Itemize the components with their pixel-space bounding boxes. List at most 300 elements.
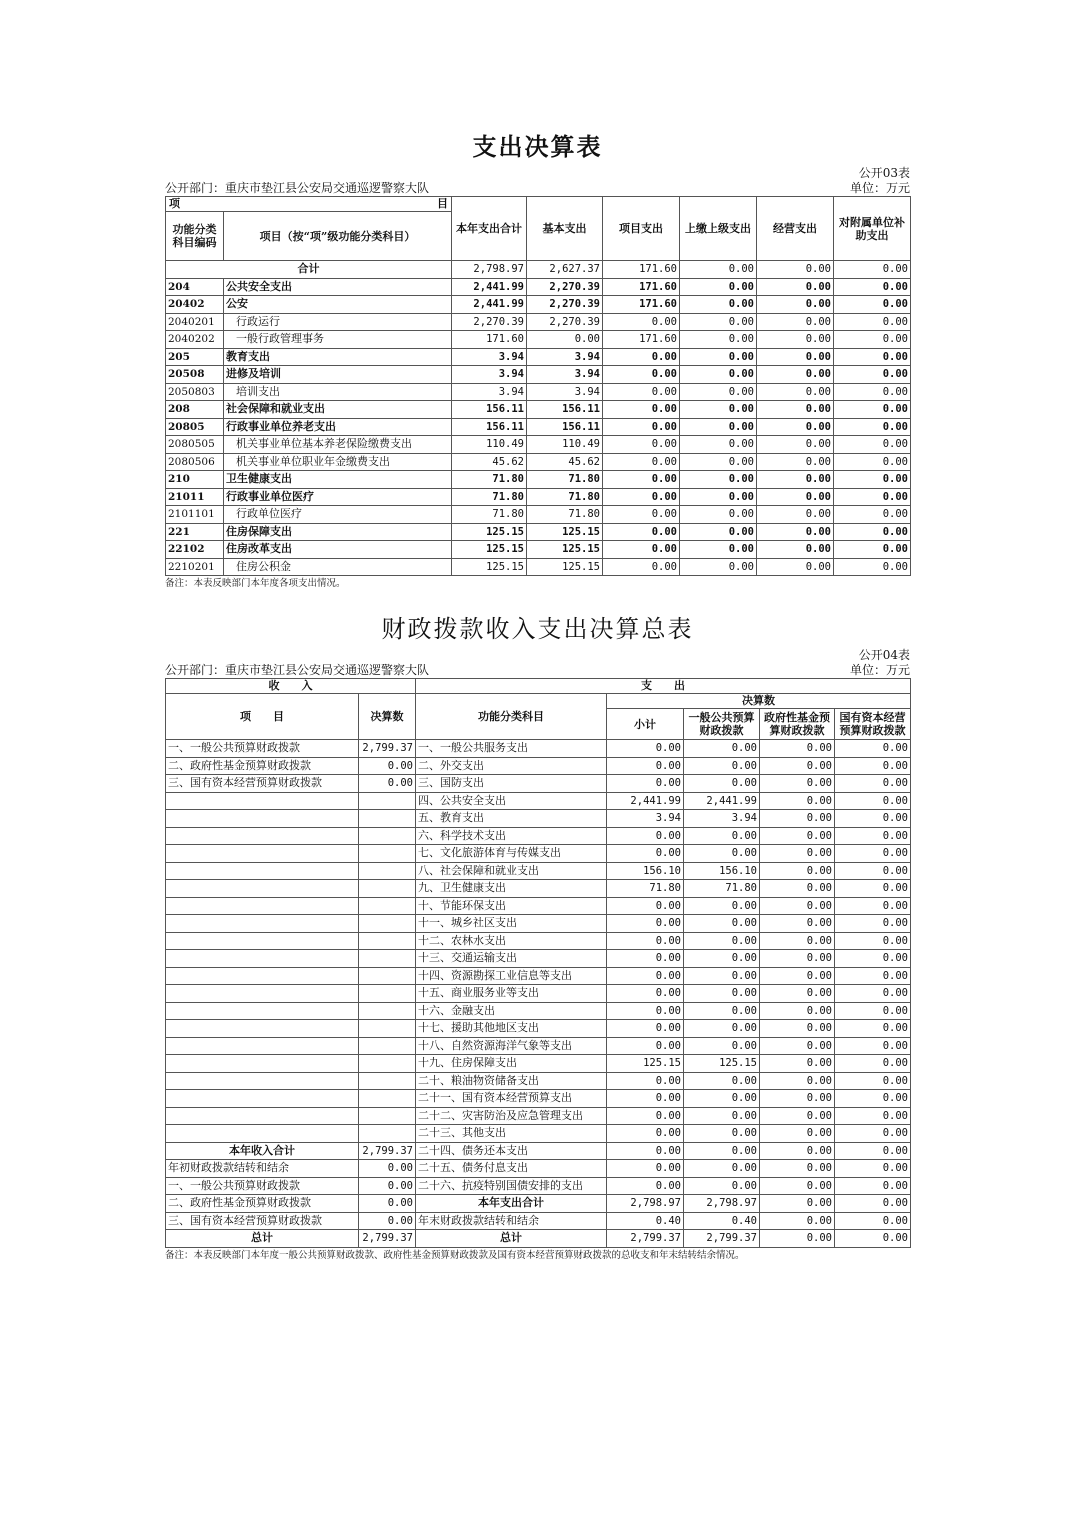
col-header-subsidy: 对附属单位补助支出 bbox=[834, 197, 911, 261]
income-item bbox=[166, 1002, 359, 1020]
income-amount bbox=[359, 1090, 416, 1108]
expense-item: 二十二、灾害防治及应急管理支出 bbox=[416, 1107, 607, 1125]
amount-cell: 0.00 bbox=[680, 296, 757, 314]
amount-cell: 3.94 bbox=[527, 366, 603, 384]
col-header-fund: 政府性基金预算财政拨款 bbox=[760, 709, 835, 740]
expense-item: 二十六、抗疫特别国债安排的支出 bbox=[416, 1177, 607, 1195]
table-row bbox=[166, 775, 911, 793]
item-name: 公安 bbox=[224, 296, 452, 314]
amount-cell: 0.00 bbox=[684, 950, 760, 968]
expense-item: 六、科学技术支出 bbox=[416, 827, 607, 845]
expense-item: 九、卫生健康支出 bbox=[416, 880, 607, 898]
expense-item: 十、节能环保支出 bbox=[416, 897, 607, 915]
amount-cell: 0.00 bbox=[835, 1020, 911, 1038]
amount-cell: 171.60 bbox=[603, 331, 680, 349]
amount-cell: 0.00 bbox=[834, 418, 911, 436]
income-amount bbox=[359, 810, 416, 828]
amount-cell: 3.94 bbox=[452, 366, 527, 384]
item-name: 社会保障和就业支出 bbox=[224, 401, 452, 419]
expense-item: 二十五、债务付息支出 bbox=[416, 1160, 607, 1178]
total-value: 0.00 bbox=[680, 261, 757, 279]
income-amount bbox=[359, 1055, 416, 1073]
total-value: 0.00 bbox=[757, 261, 834, 279]
income-header: 收 入 bbox=[166, 679, 416, 694]
amount-cell: 0.00 bbox=[757, 453, 834, 471]
amount-cell: 0.00 bbox=[835, 845, 911, 863]
total-value: 2,627.37 bbox=[527, 261, 603, 279]
amount-cell: 0.00 bbox=[760, 792, 835, 810]
func-code: 2040202 bbox=[166, 331, 224, 349]
amount-cell: 0.00 bbox=[835, 880, 911, 898]
amount-cell: 0.00 bbox=[607, 932, 684, 950]
amount-cell: 171.60 bbox=[603, 278, 680, 296]
amount-cell: 0.00 bbox=[684, 985, 760, 1003]
income-amount: 0.00 bbox=[359, 1195, 416, 1213]
amount-cell: 0.00 bbox=[527, 331, 603, 349]
income-amount: 0.00 bbox=[359, 757, 416, 775]
amount-cell: 0.00 bbox=[757, 523, 834, 541]
income-item bbox=[166, 967, 359, 985]
col-header-basic: 基本支出 bbox=[527, 197, 603, 261]
amount-cell: 71.80 bbox=[684, 880, 760, 898]
amount-cell: 0.00 bbox=[834, 401, 911, 419]
expense-item: 十六、金融支出 bbox=[416, 1002, 607, 1020]
amount-cell: 0.00 bbox=[760, 1230, 835, 1248]
amount-cell: 0.00 bbox=[757, 558, 834, 576]
expense-item: 三、国防支出 bbox=[416, 775, 607, 793]
income-item bbox=[166, 1107, 359, 1125]
amount-cell: 0.00 bbox=[835, 810, 911, 828]
amount-cell: 0.00 bbox=[684, 1072, 760, 1090]
income-amount bbox=[359, 950, 416, 968]
total-value: 171.60 bbox=[603, 261, 680, 279]
table-row bbox=[166, 296, 911, 314]
expense-item: 二十三、其他支出 bbox=[416, 1125, 607, 1143]
income-item: 三、国有资本经营预算财政拨款 bbox=[166, 1212, 359, 1230]
amount-cell: 0.00 bbox=[760, 950, 835, 968]
table-row bbox=[166, 915, 911, 933]
amount-cell: 0.00 bbox=[757, 471, 834, 489]
amount-cell: 0.00 bbox=[760, 1107, 835, 1125]
amount-cell: 0.00 bbox=[760, 880, 835, 898]
table-row bbox=[166, 757, 911, 775]
amount-cell: 0.00 bbox=[603, 348, 680, 366]
total-value: 0.00 bbox=[834, 261, 911, 279]
income-item bbox=[166, 862, 359, 880]
amount-cell: 110.49 bbox=[527, 436, 603, 454]
amount-cell: 156.11 bbox=[452, 418, 527, 436]
func-code: 22102 bbox=[166, 541, 224, 559]
amount-cell: 110.49 bbox=[452, 436, 527, 454]
amount-cell: 0.00 bbox=[760, 1090, 835, 1108]
amount-cell: 0.00 bbox=[835, 1072, 911, 1090]
amount-cell: 0.00 bbox=[760, 967, 835, 985]
amount-cell: 0.00 bbox=[757, 401, 834, 419]
income-item bbox=[166, 897, 359, 915]
amount-cell: 0.00 bbox=[760, 1142, 835, 1160]
amount-cell: 0.00 bbox=[684, 845, 760, 863]
amount-cell: 171.60 bbox=[603, 296, 680, 314]
func-code: 204 bbox=[166, 278, 224, 296]
expense-item: 二十一、国有资本经营预算支出 bbox=[416, 1090, 607, 1108]
amount-cell: 0.00 bbox=[834, 471, 911, 489]
item-left-label: 项 bbox=[169, 197, 180, 210]
amount-cell: 0.00 bbox=[680, 366, 757, 384]
item-name: 行政运行 bbox=[224, 313, 452, 331]
amount-cell: 0.00 bbox=[834, 541, 911, 559]
amount-cell: 0.00 bbox=[607, 897, 684, 915]
amount-cell: 3.94 bbox=[527, 348, 603, 366]
income-item: 一、一般公共预算财政拨款 bbox=[166, 1177, 359, 1195]
expense-item: 二、外交支出 bbox=[416, 757, 607, 775]
amount-cell: 0.00 bbox=[760, 1020, 835, 1038]
amount-cell: 0.00 bbox=[835, 1177, 911, 1195]
item-name: 行政事业单位医疗 bbox=[224, 488, 452, 506]
amount-cell: 0.00 bbox=[680, 401, 757, 419]
amount-cell: 0.00 bbox=[760, 1125, 835, 1143]
amount-cell: 0.40 bbox=[607, 1212, 684, 1230]
amount-cell: 0.00 bbox=[680, 558, 757, 576]
amount-cell: 3.94 bbox=[527, 383, 603, 401]
expense-item: 十八、自然资源海洋气象等支出 bbox=[416, 1037, 607, 1055]
budget-header: 决算数 bbox=[607, 694, 911, 709]
item-name: 住房保障支出 bbox=[224, 523, 452, 541]
amount-cell: 2,799.37 bbox=[684, 1230, 760, 1248]
amount-cell: 0.00 bbox=[760, 827, 835, 845]
amount-cell: 0.00 bbox=[760, 810, 835, 828]
amount-cell: 0.00 bbox=[760, 1195, 835, 1213]
income-amount: 0.00 bbox=[359, 1212, 416, 1230]
amount-cell: 0.00 bbox=[684, 1177, 760, 1195]
amount-cell: 0.00 bbox=[603, 401, 680, 419]
table-row bbox=[166, 1160, 911, 1178]
amount-cell: 0.00 bbox=[603, 523, 680, 541]
table2-note: 备注：本表反映部门本年度一般公共预算财政拨款、政府性基金预算财政拨款及国有资本经营预算财政拨款的总收支和年末结转结余情况。 bbox=[165, 1249, 745, 1261]
amount-cell: 2,270.39 bbox=[527, 313, 603, 331]
amount-cell: 2,270.39 bbox=[527, 296, 603, 314]
table2-title: 财政拨款收入支出决算总表 bbox=[381, 615, 694, 643]
amount-cell: 0.00 bbox=[760, 897, 835, 915]
item-name: 进修及培训 bbox=[224, 366, 452, 384]
col-header-func-code: 功能分类科目编码 bbox=[166, 212, 224, 261]
amount-cell: 0.00 bbox=[684, 1160, 760, 1178]
col-header-project: 项目支出 bbox=[603, 197, 680, 261]
amount-cell: 0.00 bbox=[603, 366, 680, 384]
amount-cell: 71.80 bbox=[607, 880, 684, 898]
table-row bbox=[166, 740, 911, 758]
amount-cell: 0.00 bbox=[684, 1125, 760, 1143]
col-header-business: 经营支出 bbox=[757, 197, 834, 261]
amount-cell: 0.00 bbox=[835, 1002, 911, 1020]
item-name: 行政单位医疗 bbox=[224, 506, 452, 524]
amount-cell: 2,441.99 bbox=[452, 278, 527, 296]
amount-cell: 0.00 bbox=[680, 436, 757, 454]
amount-cell: 0.00 bbox=[603, 418, 680, 436]
table-row bbox=[166, 383, 911, 401]
table-row bbox=[166, 506, 911, 524]
amount-cell: 0.00 bbox=[680, 488, 757, 506]
table1-note: 备注：本表反映部门本年度各项支出情况。 bbox=[165, 578, 346, 589]
amount-cell: 156.11 bbox=[527, 401, 603, 419]
table2-meta bbox=[165, 663, 910, 678]
amount-cell: 0.00 bbox=[757, 348, 834, 366]
amount-cell: 0.00 bbox=[603, 383, 680, 401]
amount-cell: 0.00 bbox=[834, 313, 911, 331]
table-row bbox=[166, 810, 911, 828]
col-header-general: 一般公共预算财政拨款 bbox=[684, 709, 760, 740]
income-item: 本年收入合计 bbox=[166, 1142, 359, 1160]
income-amount bbox=[359, 915, 416, 933]
table1-meta bbox=[165, 181, 910, 196]
amount-cell: 0.00 bbox=[835, 985, 911, 1003]
amount-cell: 0.00 bbox=[607, 967, 684, 985]
income-item bbox=[166, 792, 359, 810]
amount-cell: 0.00 bbox=[834, 436, 911, 454]
amount-cell: 0.00 bbox=[760, 1177, 835, 1195]
amount-cell: 0.00 bbox=[684, 757, 760, 775]
income-item bbox=[166, 985, 359, 1003]
expense-item: 年末财政拨款结转和结余 bbox=[416, 1212, 607, 1230]
amount-cell: 0.00 bbox=[680, 348, 757, 366]
amount-cell: 0.00 bbox=[603, 453, 680, 471]
income-item: 一、一般公共预算财政拨款 bbox=[166, 740, 359, 758]
amount-cell: 0.00 bbox=[603, 541, 680, 559]
table-row bbox=[166, 558, 911, 576]
amount-cell: 0.00 bbox=[757, 418, 834, 436]
table-row bbox=[166, 967, 911, 985]
amount-cell: 0.00 bbox=[607, 950, 684, 968]
income-amount bbox=[359, 985, 416, 1003]
func-code: 205 bbox=[166, 348, 224, 366]
table-row bbox=[166, 880, 911, 898]
amount-cell: 0.00 bbox=[684, 932, 760, 950]
amount-cell: 0.00 bbox=[603, 313, 680, 331]
amount-cell: 0.00 bbox=[603, 558, 680, 576]
income-amount: 2,799.37 bbox=[359, 1142, 416, 1160]
amount-cell: 0.00 bbox=[760, 915, 835, 933]
income-amount: 0.00 bbox=[359, 1177, 416, 1195]
table-row bbox=[166, 1142, 911, 1160]
income-amount: 2,799.37 bbox=[359, 1230, 416, 1248]
amount-cell: 0.00 bbox=[607, 1072, 684, 1090]
income-item bbox=[166, 1072, 359, 1090]
amount-cell: 2,798.97 bbox=[607, 1195, 684, 1213]
amount-cell: 0.00 bbox=[684, 915, 760, 933]
item-name: 行政事业单位养老支出 bbox=[224, 418, 452, 436]
amount-cell: 2,799.37 bbox=[607, 1230, 684, 1248]
amount-cell: 71.80 bbox=[527, 506, 603, 524]
income-item: 年初财政拨款结转和结余 bbox=[166, 1160, 359, 1178]
table-row bbox=[166, 436, 911, 454]
amount-cell: 0.00 bbox=[835, 1230, 911, 1248]
amount-cell: 0.00 bbox=[607, 915, 684, 933]
amount-cell: 0.00 bbox=[835, 915, 911, 933]
func-code: 221 bbox=[166, 523, 224, 541]
table1-dept: 公开部门：重庆市垫江县公安局交通巡逻警察大队 bbox=[165, 181, 430, 195]
amount-cell: 0.00 bbox=[835, 1037, 911, 1055]
expense-item: 七、文化旅游体育与传媒支出 bbox=[416, 845, 607, 863]
amount-cell: 0.00 bbox=[603, 471, 680, 489]
table-row bbox=[166, 1037, 911, 1055]
amount-cell: 0.00 bbox=[607, 1177, 684, 1195]
func-code: 208 bbox=[166, 401, 224, 419]
amount-cell: 0.40 bbox=[684, 1212, 760, 1230]
expense-item: 二十、粮油物资储备支出 bbox=[416, 1072, 607, 1090]
table1-grid bbox=[165, 196, 911, 576]
amount-cell: 45.62 bbox=[452, 453, 527, 471]
table-row bbox=[166, 1177, 911, 1195]
amount-cell: 0.00 bbox=[607, 740, 684, 758]
income-item bbox=[166, 1020, 359, 1038]
income-amount bbox=[359, 1037, 416, 1055]
amount-cell: 0.00 bbox=[835, 1125, 911, 1143]
amount-cell: 125.15 bbox=[452, 523, 527, 541]
amount-cell: 71.80 bbox=[527, 471, 603, 489]
amount-cell: 0.00 bbox=[834, 348, 911, 366]
expenditure-statement bbox=[165, 128, 910, 592]
total-value: 2,798.97 bbox=[452, 261, 527, 279]
amount-cell: 0.00 bbox=[680, 313, 757, 331]
amount-cell: 0.00 bbox=[607, 1037, 684, 1055]
amount-cell: 0.00 bbox=[684, 1090, 760, 1108]
amount-cell: 0.00 bbox=[834, 296, 911, 314]
amount-cell: 125.15 bbox=[527, 523, 603, 541]
table2-grid bbox=[165, 678, 911, 1248]
income-amount bbox=[359, 880, 416, 898]
table-row bbox=[166, 792, 911, 810]
amount-cell: 0.00 bbox=[835, 1142, 911, 1160]
item-name: 教育支出 bbox=[224, 348, 452, 366]
amount-cell: 0.00 bbox=[760, 845, 835, 863]
amount-cell: 0.00 bbox=[684, 1002, 760, 1020]
amount-cell: 0.00 bbox=[680, 383, 757, 401]
table1-item-header bbox=[166, 197, 452, 212]
func-code: 2080505 bbox=[166, 436, 224, 454]
table-row bbox=[166, 541, 911, 559]
func-code: 20508 bbox=[166, 366, 224, 384]
income-amount: 0.00 bbox=[359, 1160, 416, 1178]
income-item: 总计 bbox=[166, 1230, 359, 1248]
table-row bbox=[166, 331, 911, 349]
table-row bbox=[166, 418, 911, 436]
income-amount bbox=[359, 1072, 416, 1090]
income-item bbox=[166, 810, 359, 828]
table-row bbox=[166, 1002, 911, 1020]
func-code: 210 bbox=[166, 471, 224, 489]
income-amount bbox=[359, 1125, 416, 1143]
item-name: 住房公积金 bbox=[224, 558, 452, 576]
amount-cell: 0.00 bbox=[757, 506, 834, 524]
income-amount: 0.00 bbox=[359, 775, 416, 793]
table-row bbox=[166, 827, 911, 845]
item-name: 机关事业单位基本养老保险缴费支出 bbox=[224, 436, 452, 454]
amount-cell: 0.00 bbox=[680, 278, 757, 296]
item-name: 培训支出 bbox=[224, 383, 452, 401]
amount-cell: 0.00 bbox=[834, 453, 911, 471]
income-item bbox=[166, 1125, 359, 1143]
amount-cell: 71.80 bbox=[452, 471, 527, 489]
income-item bbox=[166, 950, 359, 968]
table-row bbox=[166, 1055, 911, 1073]
amount-cell: 0.00 bbox=[680, 331, 757, 349]
expense-item: 十三、交通运输支出 bbox=[416, 950, 607, 968]
income-amount bbox=[359, 1107, 416, 1125]
income-item-header: 项 目 bbox=[166, 694, 359, 740]
amount-cell: 0.00 bbox=[835, 950, 911, 968]
table-row bbox=[166, 453, 911, 471]
table-row bbox=[166, 845, 911, 863]
table1-title: 支出决算表 bbox=[472, 132, 603, 161]
amount-cell: 0.00 bbox=[684, 1037, 760, 1055]
income-amount bbox=[359, 932, 416, 950]
amount-cell: 0.00 bbox=[684, 1142, 760, 1160]
amount-cell: 2,441.99 bbox=[452, 296, 527, 314]
item-name: 一般行政管理事务 bbox=[224, 331, 452, 349]
table-row bbox=[166, 897, 911, 915]
amount-cell: 0.00 bbox=[684, 827, 760, 845]
amount-cell: 0.00 bbox=[684, 897, 760, 915]
amount-cell: 0.00 bbox=[607, 827, 684, 845]
amount-cell: 0.00 bbox=[835, 1160, 911, 1178]
table-row bbox=[166, 1090, 911, 1108]
amount-cell: 0.00 bbox=[834, 488, 911, 506]
income-amount bbox=[359, 792, 416, 810]
income-item bbox=[166, 827, 359, 845]
table-row bbox=[166, 488, 911, 506]
amount-cell: 2,270.39 bbox=[452, 313, 527, 331]
table-row bbox=[166, 401, 911, 419]
amount-cell: 0.00 bbox=[607, 845, 684, 863]
amount-cell: 0.00 bbox=[834, 331, 911, 349]
table-row bbox=[166, 313, 911, 331]
income-amount bbox=[359, 845, 416, 863]
expense-item: 五、教育支出 bbox=[416, 810, 607, 828]
table-row bbox=[166, 1212, 911, 1230]
table-row bbox=[166, 1195, 911, 1213]
income-amount bbox=[359, 897, 416, 915]
income-item bbox=[166, 1037, 359, 1055]
income-amount bbox=[359, 1002, 416, 1020]
amount-cell: 3.94 bbox=[607, 810, 684, 828]
amount-cell: 0.00 bbox=[835, 1212, 911, 1230]
amount-cell: 156.11 bbox=[452, 401, 527, 419]
func-code: 20805 bbox=[166, 418, 224, 436]
amount-cell: 2,270.39 bbox=[527, 278, 603, 296]
expense-item: 十五、商业服务业等支出 bbox=[416, 985, 607, 1003]
amount-cell: 0.00 bbox=[835, 1055, 911, 1073]
table2-unit: 单位：万元 bbox=[849, 663, 910, 677]
amount-cell: 125.15 bbox=[527, 558, 603, 576]
table1-total-row bbox=[166, 261, 911, 279]
amount-cell: 71.80 bbox=[452, 488, 527, 506]
amount-cell: 0.00 bbox=[607, 757, 684, 775]
amount-cell: 0.00 bbox=[607, 985, 684, 1003]
amount-cell: 0.00 bbox=[757, 278, 834, 296]
amount-cell: 2,798.97 bbox=[684, 1195, 760, 1213]
income-amount bbox=[359, 827, 416, 845]
amount-cell: 0.00 bbox=[603, 506, 680, 524]
expense-item: 总计 bbox=[416, 1230, 607, 1248]
amount-cell: 0.00 bbox=[607, 1020, 684, 1038]
income-item: 三、国有资本经营预算财政拨款 bbox=[166, 775, 359, 793]
amount-cell: 0.00 bbox=[760, 862, 835, 880]
amount-cell: 0.00 bbox=[757, 488, 834, 506]
amount-cell: 0.00 bbox=[603, 488, 680, 506]
table1-code: 公开03表 bbox=[858, 166, 910, 180]
table-row bbox=[166, 950, 911, 968]
amount-cell: 0.00 bbox=[835, 897, 911, 915]
func-code: 2210201 bbox=[166, 558, 224, 576]
